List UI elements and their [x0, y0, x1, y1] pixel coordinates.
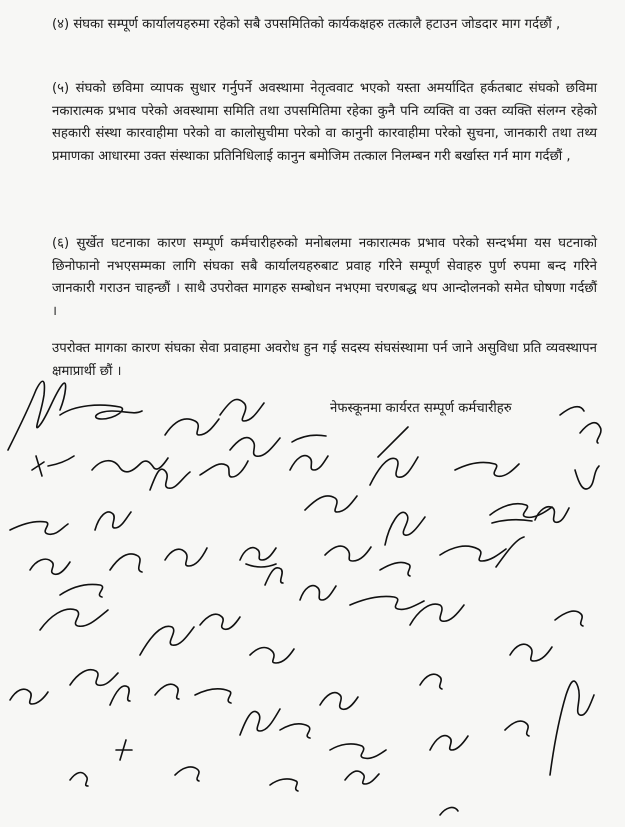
signature [370, 427, 418, 485]
signature [345, 771, 379, 784]
signature [10, 689, 48, 704]
signature [165, 419, 219, 435]
apology-paragraph: उपरोक्त मागका कारण संघका सेवा प्रवाहमा अवरोध हुन गई सदस्य संघसंस्थामा पर्न जाने असुविधा प्रति व्यवस्थापन क्षमाप्रार्थी छौं । [52, 341, 597, 379]
demand-item-4: (४) संघका सम्पूर्ण कार्यालयहरुमा रहेको सबै उपसमितिको कार्यकक्षहरु तत्कालै हटाउन जोडदार माग गर्दछौं , [52, 17, 561, 32]
signature [220, 399, 264, 421]
signature [200, 614, 240, 629]
signature [8, 381, 66, 450]
signature [32, 456, 74, 476]
signature [92, 458, 168, 472]
signature [300, 586, 336, 600]
signature [455, 462, 519, 476]
signature [385, 512, 425, 545]
signature [305, 496, 357, 512]
signature [440, 537, 524, 567]
signature [70, 670, 118, 686]
signatures-area [0, 355, 625, 827]
demand-item-6: (६) सुर्खेत घटनाका कारण सम्पूर्ण कर्मचारीहरुको मनोबलमा नकारात्मक प्रभाव परेको सन्दर्भमा यस घटनाको छिनोफानो नभएसम्मका लागि संघका सबै कार्यालयहरुबाट प्रवाह गरिने सम्पूर्ण सेवाहरु पुर्ण रुपमा बन्द गरिने जानकारी गराउन चाहन्छौं । साथै उपरोक्त मागहरु सम्बोधन नभएमा चरणबद्ध थप आन्दोलनको समेत घोषणा गर्दछौं । [52, 236, 597, 319]
signature [380, 562, 410, 576]
signature [116, 740, 132, 760]
signature [230, 438, 280, 457]
signature [330, 744, 386, 758]
signature [195, 689, 231, 703]
signature [60, 584, 103, 597]
signature [40, 609, 108, 630]
signature [10, 521, 68, 534]
signature [150, 469, 190, 490]
signature [505, 721, 529, 736]
signature [240, 548, 276, 567]
signature [290, 435, 328, 470]
signature [110, 554, 142, 572]
signature [270, 779, 298, 791]
signature [155, 684, 179, 699]
signature [490, 504, 552, 523]
signature [550, 681, 594, 775]
signature [140, 626, 194, 655]
signature [420, 674, 442, 689]
signature [410, 604, 464, 625]
signature [250, 648, 294, 663]
signature [560, 407, 601, 443]
demand-item-5: (५) संघको छविमा व्यापक सुधार गर्नुपर्ने अवस्थामा नेतृत्ववाट भएको यस्ता अमर्यादित हर्कतबाट संघको छविमा नकारात्मक प्रभाव परेको अवस्थामा समिति तथा उपसमितिमा रहेका कुनै पनि व्यक्ति वा उक्त व्यक्ति संलग्न रहेको सहकारी संस्था कारवाहीमा परेको वा कालोसुचीमा परेको वा कानुनी कारवाहीमा परेको सुचना, जानकारी तथा तथ्य प्रमाणका आधारमा उक्त संस्थाका प्रतिनिधिलाई कानुन बमोजिम तत्काल निलम्बन गरी बर्खास्त गर्न माग गर्दछौं , [52, 81, 597, 164]
signature [510, 644, 552, 661]
signature [175, 767, 199, 781]
signature [70, 773, 88, 786]
signature [60, 405, 142, 419]
signatory-line: नेफस्कूनमा कार्यरत सम्पूर्ण कर्मचारीहरु [330, 401, 512, 416]
signature [325, 546, 371, 561]
signature [95, 512, 131, 530]
signature [440, 808, 458, 815]
signature [575, 466, 599, 489]
signature [430, 736, 468, 750]
signature [200, 461, 248, 477]
signature [110, 686, 130, 705]
signature [240, 709, 280, 735]
signature [320, 693, 358, 710]
signature [265, 568, 283, 585]
signature [280, 724, 310, 738]
signature [555, 611, 583, 626]
signature [30, 559, 70, 574]
signature [350, 596, 424, 609]
signature [165, 548, 207, 566]
